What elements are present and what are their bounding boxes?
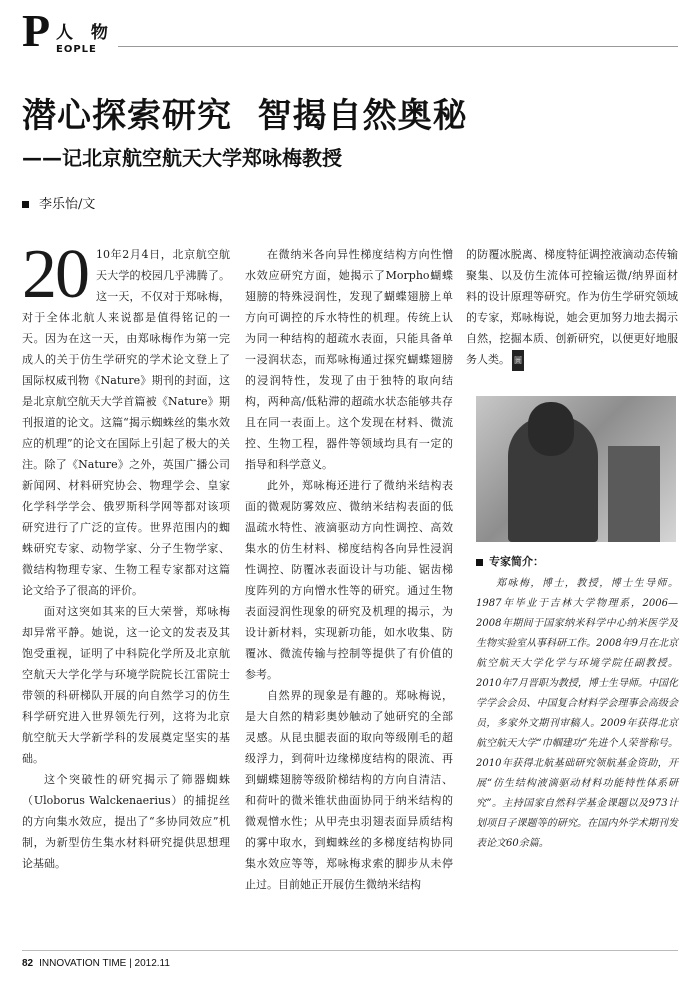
column-3 [466,244,678,371]
square-bullet-icon [22,201,29,208]
section-name-cn: 人 物 [56,23,114,43]
section-letter: P [22,5,51,56]
page-footer [22,958,170,969]
column-1 [22,236,230,874]
author-name: 李乐怡/文 [39,197,96,212]
section-name-en: EOPLE [56,44,97,55]
footer-rule [22,950,678,951]
paragraph: 这个突破性的研究揭示了筛器蜘蛛（Uloborus Walckenaerius）的捕捉丝的方向集水效应，提出了“多协同效应”机制，为新型仿生集水材料研究提供思想理论基础。 [22,773,230,870]
page-number: 82 [22,958,34,969]
paragraph: 自然界的现象是有趣的。郑咏梅说，是大自然的精彩奥妙触动了她研究的全部灵感。从昆虫腿表面的取向等级刚毛的超级浮力，到荷叶边缘梯度结构的限流、再到蝴蝶翅膀等级阶梯结构的方向自清洁、和荷叶的微米锥状曲面协同于纳米结构的微观憎水性；从甲壳虫羽翅表面异质结构的雾中取水，到蜘蛛丝的多梯度结构协同集水效应等等，郑咏梅求索的脚步从未停止过。目前她正开展仿生微纳米结构 [245,689,453,891]
magazine-name: INNOVATION TIME | 2012.11 [39,958,170,969]
bio-box [476,552,678,854]
drop-cap: 20 [22,236,88,313]
square-bullet-icon [476,559,483,566]
article-subtitle: ——记北京航空航天大学郑咏梅教授 [22,146,342,170]
bio-heading: 专家简介： [476,552,678,572]
column-2 [245,244,453,895]
paragraph: 此外，郑咏梅还进行了微纳米结构表面的微观防雾效应、微纳米结构表面的低温疏水特性、液滴驱动方向性调控、高效集水的仿生材料、梯度结构各向异性浸润性调控、防覆冰表面设计与功能、锯齿梯度阵列的方向憎水性等的研究。通过生物表面浸润性现象的研究及机理的揭示，为设计新材料，实现新功能，如水收集、防覆冰、微流传输与控制等提供了有价值的参考。 [245,479,453,681]
paragraph: 20 10年2月4日，北京航空航天大学的校园几乎沸腾了。这一天，不仅对于郑咏梅，对于全体北航人来说都是值得铭记的一天。因为在这一天，由郑咏梅作为第一完成人的关于仿生学研究的学术论文登上了国际权威刊物《Nature》期刊的封面，这是北京航空航天大学首篇被《Nature》期刊报道的论文。这篇“揭示蜘蛛丝的集水效应的机理”的论文在国际上引起了极大的关注。除了《Nature》之外，英国广播公司新闻网、材料研究协会、物理学会、皇家化学科学学会、俄罗斯科学网等都对该项研究进行了广泛的宣传。世界范围内的蜘蛛研究专家、动物学家、分子生物学家、微结构物理专家、生物工程专家都对这篇论文给予了很高的评价。 [22,236,230,597]
section-header [22,5,682,58]
bio-text: 郑咏梅，博士，教授，博士生导师。1987年毕业于吉林大学物理系，2006—2008年期间于国家纳米科学中心纳米医学及生物实验室从事科研工作。2008年9月在北京航空航天大学化学与环境学院任副教授。2010年7月晋职为教授，博士生导师。中国化学学会会员、中国复合材料学会理事会高级会员，多家外文期刊审稿人。2009年获得北京航空航天大学“巾帼建功”先进个人荣誉称号。2010年获得北航基础研究领航基金资助，开展“仿生结构液滴驱动材料功能特性体系研究”。主持国家自然科学基金课题以及973计划项目子课题等的研究。在国内外学术期刊发表论文60余篇。 [476,578,678,849]
end-mark-icon: 圖 [512,350,524,371]
paragraph: 的防覆冰脱离、梯度特征调控液滴动态传输聚集、以及仿生流体可控输运微/纳界面材料的设计原理等研究。作为仿生学研究领域的专家，郑咏梅说，她会更加努力地去揭示自然，挖掘本质、创新研究，以便更好地服务人类。 圖 [466,244,678,371]
header-rule [118,46,678,47]
paragraph: 面对这突如其来的巨大荣誉，郑咏梅却异常平静。她说，这一论文的发表及其饱受重视，证明了中科院化学所及北京航空航天大学化学与环境学院院长江雷院士带领的科研梯队开展的向自然学习的仿生科学研究进入世界领先行列，这将为北京航空航天大学新学科的发展奠定坚实的基础。 [22,605,230,765]
article-title: 潜心探索研究 智揭自然奥秘 [22,96,468,136]
author-line [22,193,95,212]
paragraph: 在微纳米各向异性梯度结构方向性憎水效应研究方面，她揭示了Morpho蝴蝶翅膀的特殊浸润性，发现了蝴蝶翅膀上单方向可调控的斥水特性的机理。传统上认为同一种结构的超疏水表面，只能具备单一浸润状态，而郑咏梅通过探究蝴蝶翅膀的浸润特性，发现了由于独特的取向结构，两种高/低粘滞的超疏水状态能够共存且在同一表面上。这个发现在材料、微流控、生物工程，器件等领域均具有一定的指导和科学意义。 [245,248,453,471]
portrait-photo [476,396,676,542]
